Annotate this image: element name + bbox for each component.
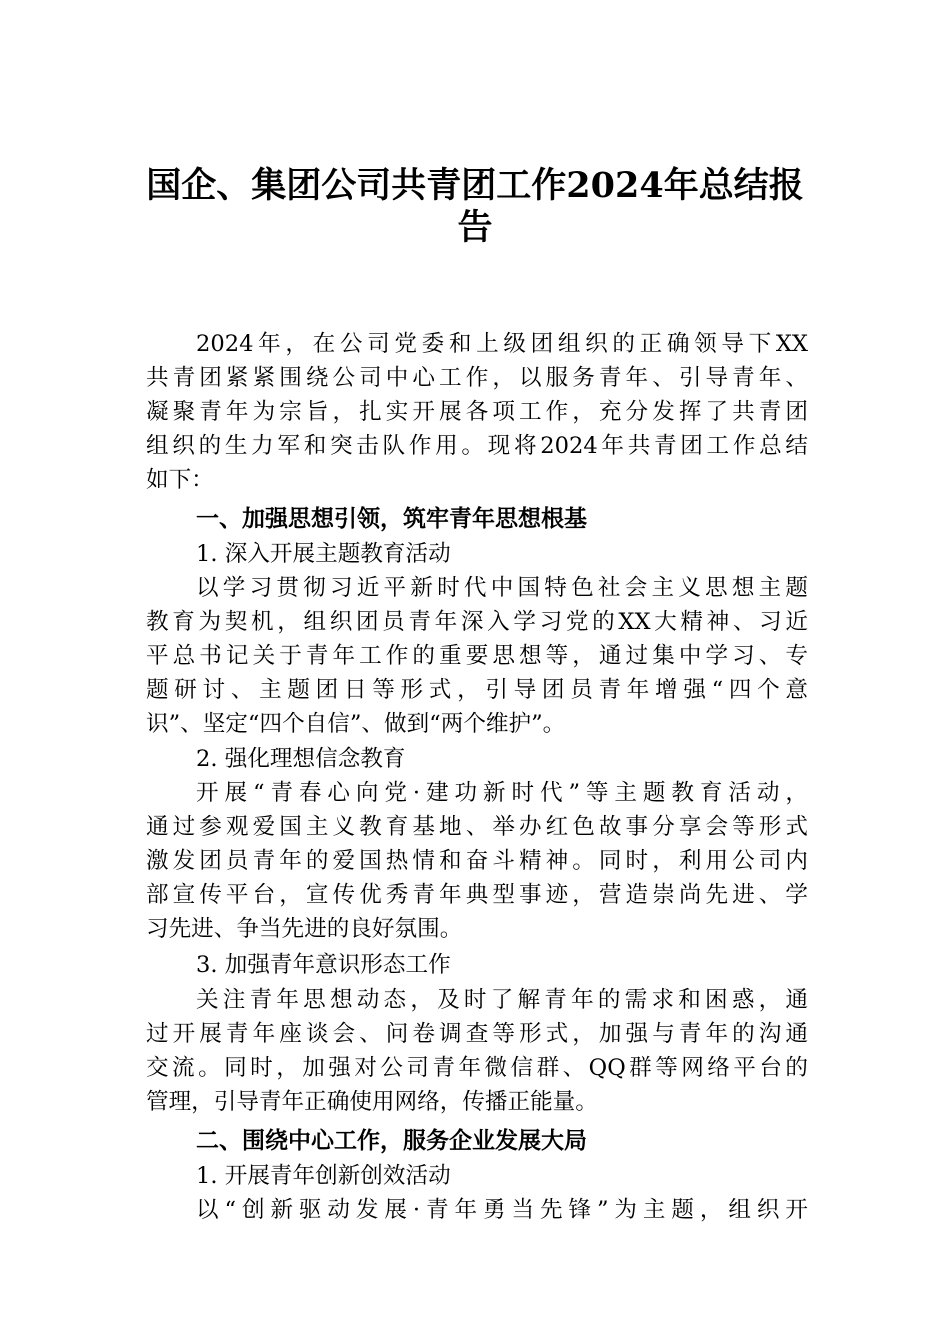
subsection-heading: 3. 加强青年意识形态工作 xyxy=(196,952,451,978)
subsection-heading: 1. 开展青年创新创效活动 xyxy=(196,1163,451,1189)
body-text-line: 识”、坚定“四个自信”、做到“两个维护”。 xyxy=(146,711,566,737)
body-text-line: 题研讨、主题团日等形式，引导团员青年增强“四个意 xyxy=(146,677,808,703)
body-text-line: 凝聚青年为宗旨，扎实开展各项工作，充分发挥了共青团 xyxy=(146,399,808,425)
body-text-line: 关注青年思想动态，及时了解青年的需求和困惑，通 xyxy=(196,987,808,1013)
body-text-line: 教育为契机，组织团员青年深入学习党的XX大精神、习近 xyxy=(146,609,808,635)
body-text-line: 交流。同时，加强对公司青年微信群、QQ群等网络平台的 xyxy=(146,1055,808,1081)
body-text-line: 部宣传平台，宣传优秀青年典型事迹，营造崇尚先进、学 xyxy=(146,882,808,908)
subsection-heading: 1. 深入开展主题教育活动 xyxy=(196,541,451,567)
body-text-line: 共青团紧紧围绕公司中心工作，以服务青年、引导青年、 xyxy=(146,365,808,391)
subsection-heading: 2. 强化理想信念教育 xyxy=(196,746,406,772)
body-text-line: 开展“青春心向党·建功新时代”等主题教育活动， xyxy=(196,780,808,806)
body-text-line: 以学习贯彻习近平新时代中国特色社会主义思想主题 xyxy=(196,575,808,601)
body-text-line: 激发团员青年的爱国热情和奋斗精神。同时，利用公司内 xyxy=(146,848,808,874)
document-title-line-1: 国企、集团公司共青团工作2024年总结报 xyxy=(146,165,804,206)
body-text-line: 平总书记关于青年工作的重要思想等，通过集中学习、专 xyxy=(146,643,808,669)
body-text-line: 习先进、争当先进的良好氛围。 xyxy=(146,916,463,942)
body-text-line: 如下： xyxy=(146,467,214,493)
body-text-line: 通过参观爱国主义教育基地、举办红色故事分享会等形式 xyxy=(146,814,808,840)
section-heading: 二、围绕中心工作，服务企业发展大局 xyxy=(196,1128,587,1154)
body-text-line: 过开展青年座谈会、问卷调查等形式，加强与青年的沟通 xyxy=(146,1021,808,1047)
body-text-line: 以“创新驱动发展·青年勇当先锋”为主题，组织开 xyxy=(196,1197,808,1223)
document-title-line-2: 告 xyxy=(457,207,493,248)
body-text-line: 管理，引导青年正确使用网络，传播正能量。 xyxy=(146,1089,598,1115)
body-text-line: 组织的生力军和突击队作用。现将2024年共青团工作总结 xyxy=(146,433,808,459)
section-heading: 一、加强思想引领，筑牢青年思想根基 xyxy=(196,506,587,532)
body-text-line: 2024年，在公司党委和上级团组织的正确领导下XX xyxy=(196,331,808,357)
